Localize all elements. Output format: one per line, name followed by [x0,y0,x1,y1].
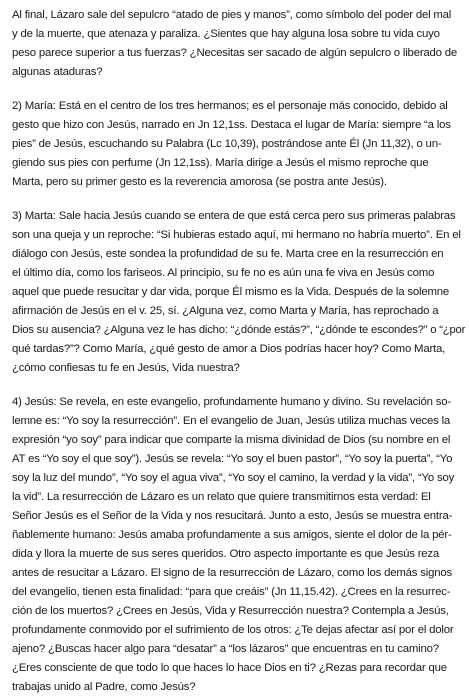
text-line: diálogo con Jesús, este sondea la profundidad de su fe. Marta cree en la resurrección en [12,248,444,260]
text-line: trabajas unido al Padre, como Jesús? [12,681,196,693]
text-line: expresión “yo soy” para indicar que comparte la misma divinidad de Dios (su nombre en el [12,434,451,446]
text-line: del evangelio, tienen esta finalidad: “para que creáis” (Jn 11,15.42). ¿Crees en la resurrec- [12,586,451,598]
text-line: aquel que puede resucitar y dar vida, porque Él mismo es la Vida. Después de la solemne [12,286,450,298]
text-line: ajeno? ¿Buscas hacer algo para “desatar” a “los lázaros” que encuentras en tu camino? [12,643,439,655]
text-line: ción de los muertos? ¿Crees en Jesús, Vida y Resurrección nuestra? Contempla a Jesús, [12,605,449,617]
text-line: profundamente conmovido por el sufrimiento de los otros: ¿Te dejas afectar así por el dolor [12,624,454,636]
text-line: el último día, como los fariseos. Al principio, su fe no es aún una fe viva en Jesús como [12,267,435,279]
text-line: 4) Jesús: Se revela, en este evangelio, profundamente humano y divino. Su revelación so- [12,396,451,408]
paragraph-maria [12,97,465,192]
text-line: AT es “Yo soy el que soy”). Jesús se revela: “Yo soy el buen pastor”, “Yo soy la puerta”, “Yo [12,453,453,465]
paragraph-lazaro [12,6,465,82]
text-line: antes de resucitar a Lázaro. El signo de la resurrección de Lázaro, como los demás signos [12,567,452,579]
text-line: peso parece superior a tus fuerzas? ¿Necesitas ser sacado de algún sepulcro o liberado de [12,47,458,59]
text-line: Marta, pero su primer gesto es la reverencia amorosa (se postra ante Jesús). [12,176,387,188]
text-line: algunas ataduras? [12,66,103,78]
paragraph-jesus [12,393,465,697]
text-line: son una queja y un reproche: “Si hubieras estado aquí, mi hermano no habría muerto”. En el [12,229,461,241]
text-line: lemne es: “Yo soy la resurrección”. En el evangelio de Juan, Jesús utiliza muchas veces la [12,415,451,427]
text-line: dida y llora la muerte de sus seres queridos. Otro aspecto importante es que Jesús reza [12,548,440,560]
text-line: Señor Jesús es el Señor de la Vida y nos resucitará. Junto a esto, Jesús se muestra entra- [12,510,453,522]
text-line: giendo sus pies con perfume (Jn 12,1ss). María dirige a Jesús el mismo reproche que [12,157,429,169]
text-line: 2) María: Está en el centro de los tres hermanos; es el personaje más conocido, debido al [12,100,448,112]
paragraph-marta [12,207,465,378]
text-line: Al final, Lázaro sale del sepulcro “atado de pies y manos”, como símbolo del poder del mal [12,9,452,21]
text-line: gesto que hizo con Jesús, narrado en Jn 12,1ss. Destaca el lugar de María: siempre “a los [12,119,451,131]
text-line: Dios su ausencia? ¿Alguna vez le has dicho: “¿dónde estás?”, “¿dónde te escondes?” o “¿por [12,324,466,336]
text-line: pies” de Jesús, escuchando su Palabra (Lc 10,39), postrándose ante Él (Jn 11,32), o un- [12,138,442,150]
text-line: y de la muerte, que atenaza y paraliza. ¿Sientes que hay alguna losa sobre tu vida cuyo [12,28,440,40]
text-line: ¿Eres consciente de que todo lo que haces lo hace Dios en ti? ¿Rezas para recordar que [12,662,447,674]
text-line: ¿cómo confiesas tu fe en Jesús, Vida nuestra? [12,362,240,374]
text-line: la vid”. La resurrección de Lázaro es un relato que quiere transmitirnos esta verdad: El [12,491,431,503]
text-line: afirmación de Jesús en el v. 25, sí. ¿Alguna vez, como Marta y María, has reprochado a [12,305,439,317]
text-line: qué tardas?”? Como María, ¿qué gesto de amor a Dios podrías hacer hoy? Como Marta, [12,343,446,355]
text-line: soy la luz del mundo”, “Yo soy el agua viva”, “Yo soy el camino, la verdad y la vida”, “Yo soy [12,472,455,484]
text-line: 3) Marta: Sale hacia Jesús cuando se entera de que está cerca pero sus primeras palabras [12,210,456,222]
text-line: ñablemente humano: Jesús amaba profundamente a sus amigos, siente el dolor de la pér- [12,529,452,541]
